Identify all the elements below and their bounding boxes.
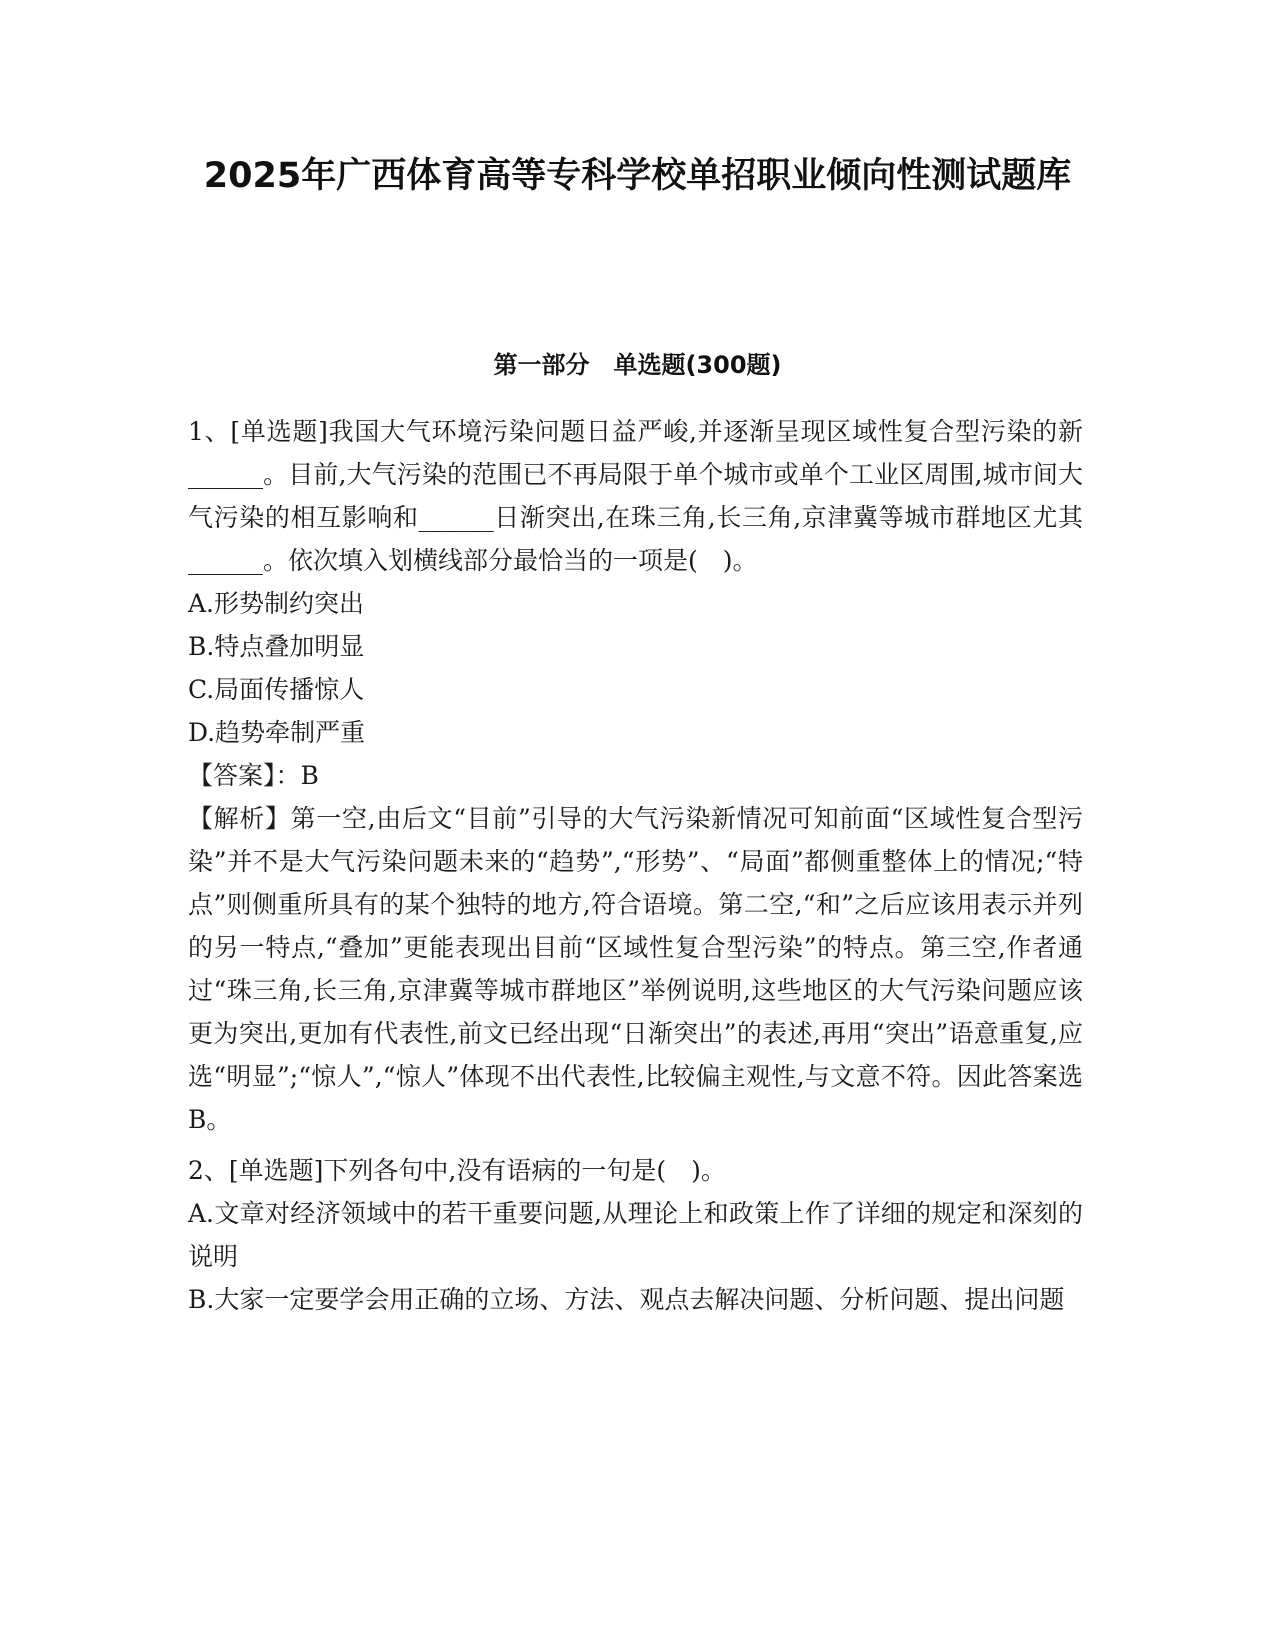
question-2 xyxy=(188,1149,1083,1321)
option-c: C.局面传播惊人 xyxy=(188,675,365,704)
section-heading: 第一部分 单选题(300题) xyxy=(493,351,782,379)
option-b: B.大家一定要学会用正确的立场、方法、观点去解决问题、分析问题、提出问题 xyxy=(188,1285,1065,1314)
option-a: A.文章对经济领域中的若干重要问题,从理论上和政策上作了详细的规定和深刻的说明 xyxy=(188,1199,1083,1271)
question-1 xyxy=(188,410,1083,1141)
option-a: A.形势制约突出 xyxy=(188,589,365,618)
analysis: 【解析】第一空,由后文“目前”引导的大气污染新情况可知前面“区域性复合型污染”并不是大气污染问题未来的“趋势”,“形势”、“局面”都侧重整体上的情况;“特点”则侧重所具有的某个独特的地方,符合语境。第二空,“和”之后应该用表示并列的另一特点,“叠加”更能表现出目前“区域性复合型污染”的特点。第三空,作者通过“珠三角,长三角,京津冀等城市群地区”举例说明,这些地区的大气污染问题应该更为突出,更加有代表性,前文已经出现“日渐突出”的表述,再用“突出”语意重复,应选“明显”;“惊人”,“惊人”体现不出代表性,比较偏主观性,与文意不符。因此答案选B。 xyxy=(188,804,1083,1134)
document-title: 2025年广西体育高等专科学校单招职业倾向性测试题库 xyxy=(203,156,1072,196)
option-d: D.趋势牵制严重 xyxy=(188,718,366,747)
question-list xyxy=(188,410,1083,1329)
question-stem: 2、[单选题]下列各句中,没有语病的一句是( )。 xyxy=(188,1156,726,1185)
answer: 【答案】：B xyxy=(188,761,319,790)
option-b: B.特点叠加明显 xyxy=(188,632,365,661)
question-stem: 1、[单选题]我国大气环境污染问题日益严峻,并逐渐呈现区域性复合型污染的新______。目前,大气污染的范围已不再局限于单个城市或单个工业区周围,城市间大气污染的相互影响和______日渐突出,在珠三角,长三角,京津冀等城市群地区尤其______。依次填入划横线部分最恰当的一项是( )。 xyxy=(188,417,1083,575)
